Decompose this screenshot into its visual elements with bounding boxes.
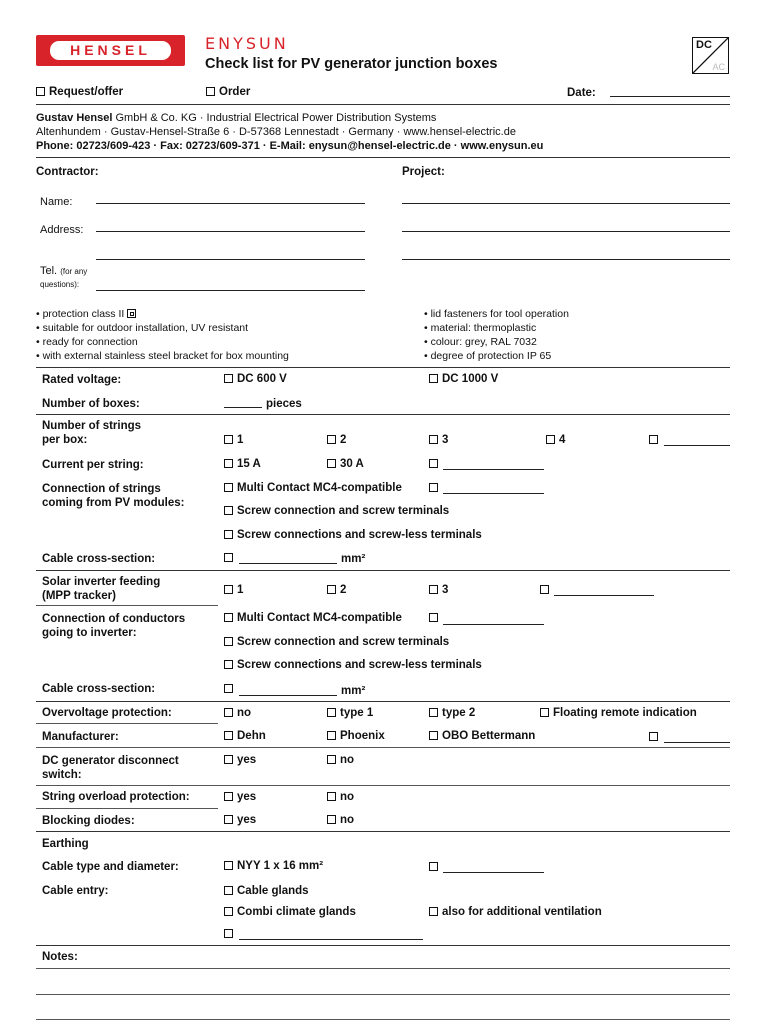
feature-left-2: • suitable for outdoor installation, UV resistant (36, 322, 249, 334)
strings-3-checkbox[interactable]: 3 (429, 434, 448, 446)
strings-mc4-checkbox[interactable]: Multi Contact MC4-compatible (224, 482, 402, 494)
company-contact: Phone: 02723/609-423 · Fax: 02723/609-371 · E-Mail: enysun@hensel-electric.de · www.enysun.eu (36, 140, 544, 152)
disconnect-no-checkbox[interactable]: no (327, 754, 354, 766)
overvoltage-no-checkbox[interactable]: no (224, 707, 251, 719)
current-other-field[interactable] (443, 469, 544, 470)
cable-type-other-checkbox[interactable] (429, 861, 442, 873)
num-boxes-label: Number of boxes: (42, 398, 140, 410)
cable-type-label: Cable type and diameter: (42, 861, 179, 873)
divider (36, 831, 730, 832)
manufacturer-underline (36, 747, 730, 748)
project-heading: Project: (402, 166, 445, 178)
cable-entry-other-field[interactable] (239, 939, 423, 940)
company-line (36, 111, 436, 125)
cable-cs1-unit: mm² (341, 553, 366, 565)
disconnect-yes-checkbox[interactable]: yes (224, 754, 256, 766)
overvoltage-type1-checkbox[interactable]: type 1 (327, 707, 373, 719)
inverter-label: Solar inverter feeding (MPP tracker) (42, 576, 161, 602)
disconnect-underline (36, 785, 730, 786)
request-offer-checkbox[interactable]: Request/offer (36, 86, 123, 98)
feature-left-4: • with external stainless steel bracket for box mounting (36, 350, 289, 362)
inverter-label-underline (36, 605, 218, 606)
protection-class-icon (127, 309, 136, 318)
overvoltage-label-underline (36, 723, 218, 724)
notes-line-2[interactable] (36, 994, 730, 995)
ac-label: AC (712, 62, 725, 72)
notes-line-3[interactable] (36, 1019, 730, 1020)
divider (36, 570, 730, 571)
cable-cs2-unit: mm² (341, 685, 366, 697)
manufacturer-other-field[interactable] (664, 742, 730, 743)
conductors-other-field[interactable] (443, 624, 544, 625)
inverter-3-checkbox[interactable]: 3 (429, 584, 448, 596)
phoenix-checkbox[interactable]: Phoenix (327, 730, 385, 742)
strings-1-checkbox[interactable]: 1 (224, 434, 243, 446)
current-label: Current per string: (42, 459, 144, 471)
overload-underline (36, 808, 218, 809)
company-address: Altenhundem · Gustav-Hensel-Straße 6 · D-57368 Lennestadt · Germany · www.hensel-electric.de (36, 126, 516, 138)
address-field-2[interactable] (96, 259, 365, 260)
cable-cs2-checkbox[interactable] (224, 683, 237, 695)
overload-yes-checkbox[interactable]: yes (224, 791, 256, 803)
strings-2-checkbox[interactable]: 2 (327, 434, 346, 446)
project-field-3[interactable] (402, 259, 730, 260)
diodes-label: Blocking diodes: (42, 815, 135, 827)
feature-left-3: • ready for connection (36, 336, 138, 348)
conductors-mc4-checkbox[interactable]: Multi Contact MC4-compatible (224, 612, 402, 624)
overvoltage-type2-checkbox[interactable]: type 2 (429, 707, 475, 719)
overload-no-checkbox[interactable]: no (327, 791, 354, 803)
feature-right-4: • degree of protection IP 65 (424, 350, 552, 362)
company-name: Gustav Hensel (36, 112, 113, 124)
diodes-no-checkbox[interactable]: no (327, 814, 354, 826)
page-title: Check list for PV generator junction boxes (205, 56, 498, 72)
overload-label: String overload protection: (42, 791, 190, 803)
disconnect-label: DC generator disconnect switch: (42, 755, 179, 781)
num-strings-label: Number of strings per box: (42, 420, 142, 446)
conductors-screw-checkbox[interactable]: Screw connection and screw terminals (224, 636, 449, 648)
nyy-checkbox[interactable]: NYY 1 x 16 mm² (224, 860, 323, 872)
contractor-heading: Contractor: (36, 166, 99, 178)
feature-right-3: • colour: grey, RAL 7032 (424, 336, 537, 348)
dehn-checkbox[interactable]: Dehn (224, 730, 266, 742)
inverter-other-field[interactable] (554, 595, 654, 596)
strings-other-field[interactable] (664, 445, 730, 446)
strings-other-checkbox[interactable] (649, 434, 662, 446)
project-field-1[interactable] (402, 203, 730, 204)
feature-left-1: • protection class II (36, 307, 136, 321)
inverter-1-checkbox[interactable]: 1 (224, 584, 243, 596)
rated-voltage-label: Rated voltage: (42, 374, 122, 386)
cable-cs1-label: Cable cross-section: (42, 553, 156, 565)
conductors-screwless-checkbox[interactable]: Screw connections and screw-less terminals (224, 659, 482, 671)
cable-cs2-field[interactable] (239, 695, 337, 696)
divider (36, 701, 730, 702)
strings-4-checkbox[interactable]: 4 (546, 434, 565, 446)
floating-remote-checkbox[interactable]: Floating remote indication (540, 707, 697, 719)
tel-field[interactable] (96, 290, 365, 291)
conductors-other-checkbox[interactable] (429, 612, 442, 624)
earthing-label: Earthing (42, 838, 89, 850)
manufacturer-label: Manufacturer: (42, 731, 119, 743)
combi-glands-checkbox[interactable]: Combi climate glands (224, 906, 356, 918)
diodes-yes-checkbox[interactable]: yes (224, 814, 256, 826)
conn-strings-label: Connection of strings coming from PV modules: (42, 483, 185, 509)
date-field[interactable] (610, 96, 730, 97)
tel-label: Tel. (for any questions): (40, 265, 88, 289)
cable-cs1-checkbox[interactable] (224, 552, 237, 564)
dc-ac-icon (692, 37, 729, 74)
strings-screw-checkbox[interactable]: Screw connection and screw terminals (224, 505, 449, 517)
notes-label: Notes: (42, 951, 78, 963)
dc600-checkbox[interactable]: DC 600 V (224, 373, 287, 385)
num-boxes-field[interactable] (224, 407, 262, 408)
manufacturer-other-checkbox[interactable] (649, 731, 662, 743)
conn-conductors-label: Connection of conductors going to inverter: (42, 613, 186, 639)
strings-conn-other-field[interactable] (443, 493, 544, 494)
feature-right-1: • lid fasteners for tool operation (424, 308, 569, 320)
date-label: Date: (567, 87, 596, 99)
cable-type-other-field[interactable] (443, 872, 544, 873)
inverter-other-checkbox[interactable] (540, 584, 553, 596)
pieces-label: pieces (266, 398, 302, 410)
strings-conn-other-checkbox[interactable] (429, 482, 442, 494)
project-field-2[interactable] (402, 231, 730, 232)
current-15a-checkbox[interactable]: 15 A (224, 458, 261, 470)
address-field[interactable] (96, 231, 365, 232)
hensel-logo (36, 35, 185, 66)
obo-checkbox[interactable]: OBO Bettermann (429, 730, 535, 742)
address-label: Address: (40, 224, 84, 236)
company-desc: GmbH & Co. KG · Industrial Electrical Power Distribution Systems (112, 112, 437, 124)
cable-cs2-label: Cable cross-section: (42, 683, 156, 695)
cable-glands-checkbox[interactable]: Cable glands (224, 885, 309, 897)
enysun-brand: ENYSUN (205, 34, 289, 53)
cable-cs1-field[interactable] (239, 563, 337, 564)
divider (36, 104, 730, 105)
name-field[interactable] (96, 203, 365, 204)
cable-entry-other-checkbox[interactable] (224, 928, 237, 940)
overvoltage-label: Overvoltage protection: (42, 707, 172, 719)
hensel-logo-text: HENSEL (70, 42, 151, 58)
current-30a-checkbox[interactable]: 30 A (327, 458, 364, 470)
ventilation-checkbox[interactable]: also for additional ventilation (429, 906, 602, 918)
name-label: Name: (40, 196, 73, 208)
current-other-checkbox[interactable] (429, 458, 442, 470)
divider (36, 945, 730, 946)
divider (36, 367, 730, 368)
feature-right-2: • material: thermoplastic (424, 322, 537, 334)
notes-line-1[interactable] (36, 968, 730, 969)
strings-screwless-checkbox[interactable]: Screw connections and screw-less terminals (224, 529, 482, 541)
cable-entry-label: Cable entry: (42, 885, 109, 897)
dc1000-checkbox[interactable]: DC 1000 V (429, 373, 498, 385)
divider (36, 414, 730, 415)
inverter-2-checkbox[interactable]: 2 (327, 584, 346, 596)
dc-label: DC (696, 39, 712, 51)
order-checkbox[interactable]: Order (206, 86, 250, 98)
divider (36, 157, 730, 158)
